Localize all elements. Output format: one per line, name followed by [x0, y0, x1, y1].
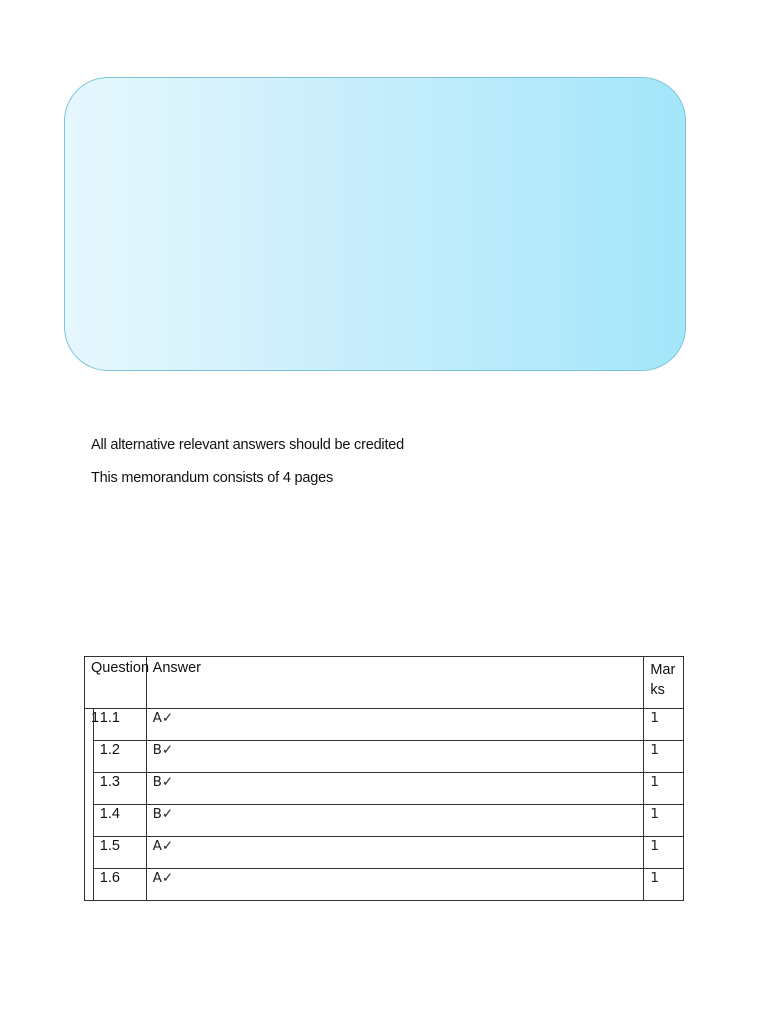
marks-cell: 1: [644, 869, 684, 901]
table-row: [85, 741, 684, 773]
credit-note: All alternative relevant answers should be credited: [91, 437, 405, 453]
marks-cell: 1: [644, 837, 684, 869]
marks-cell: 1: [644, 709, 684, 741]
answer-cell: B✓: [146, 741, 644, 773]
answer-cell: B✓: [146, 773, 644, 805]
marks-header: Marks: [644, 657, 684, 709]
answer-header: Answer: [146, 657, 644, 709]
sub-question-number: 1.1: [93, 709, 146, 741]
table-header-row: [85, 657, 684, 709]
answer-cell: A✓: [146, 869, 644, 901]
sub-question-number: 1.5: [93, 837, 146, 869]
table-row: [85, 837, 684, 869]
marks-cell: 1: [644, 805, 684, 837]
table-row: [85, 773, 684, 805]
table-row: [85, 709, 684, 741]
memorandum-table: [84, 656, 684, 901]
sub-question-number: 1.6: [93, 869, 146, 901]
sub-question-number: 1.2: [93, 741, 146, 773]
sub-question-number: 1.4: [93, 805, 146, 837]
marks-cell: 1: [644, 773, 684, 805]
question-header: Question: [85, 657, 147, 709]
table-row: [85, 869, 684, 901]
table-row: [85, 805, 684, 837]
sub-question-number: 1.3: [93, 773, 146, 805]
answer-cell: A✓: [146, 837, 644, 869]
answer-cell: A✓: [146, 709, 644, 741]
header-banner: [64, 77, 686, 371]
marks-cell: 1: [644, 741, 684, 773]
answer-cell: B✓: [146, 805, 644, 837]
page-count-note: This memorandum consists of 4 pages: [91, 470, 334, 486]
question-number: 1: [85, 709, 94, 901]
